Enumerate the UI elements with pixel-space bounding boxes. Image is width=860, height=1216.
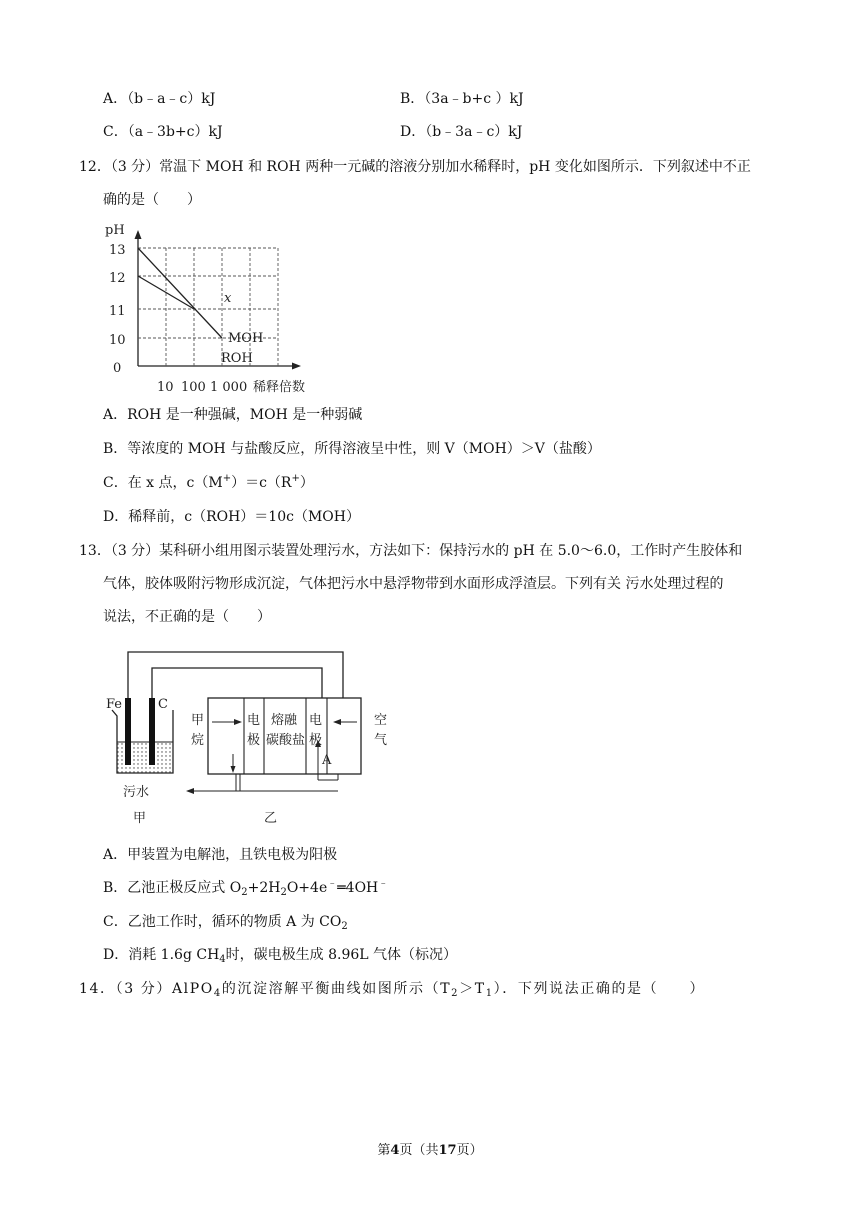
electrode-left-label-1: 电 [247, 713, 261, 728]
y-axis-label: pH [105, 223, 125, 238]
q13-option-d: D．消耗 1.6g $CH_4$时，碳电极生成 8.96L 气体（标况） [103, 947, 458, 965]
q11-option-b: B．（3a﹣b+c ）kJ [400, 91, 524, 107]
q12-option-b: B．等浓度的 MOH 与盐酸反应，所得溶液呈中性，则 V（MOH）＞V（盐酸） [103, 441, 601, 457]
q11-option-a: A．（b﹣a﹣c）kJ [103, 91, 216, 107]
x-tick-1000: 1 000 [210, 380, 248, 395]
x-axis-label: 稀释倍数 [253, 380, 306, 395]
q11-option-d: D．（b﹣3a﹣c）kJ [400, 124, 523, 140]
y-tick-0: 0 [113, 361, 122, 376]
electrode-left-label-2: 极 [247, 733, 261, 748]
page-total: 17 [438, 1143, 457, 1158]
air-label-1: 空 [374, 713, 388, 728]
y-tick-10: 10 [109, 333, 126, 348]
q12-ph-dilution-chart [95, 218, 325, 396]
series-line-moh [138, 248, 222, 338]
q12-stem-line1: 12．（3 分）常温下 MOH 和 ROH 两种一元碱的溶液分别加水稀释时，pH 变化如图所示．下列叙述中不正 [79, 159, 751, 175]
sewage-label: 污水 [123, 785, 150, 800]
x-tick-10: 10 [157, 380, 174, 395]
c-electrode [149, 698, 155, 765]
electrode-right-label-1: 电 [309, 713, 323, 728]
q13-stem-line1: 13．（3 分）某科研小组用图示装置处理污水，方法如下：保持污水的 pH 在 5.0～6.0，工作时产生胶体和 [79, 543, 743, 559]
q13-option-c: C．乙池工作时，循环的物质 A 为 $CO_2$ [103, 914, 348, 932]
page-number: 4 [390, 1143, 400, 1158]
q13-option-b: B．乙池正极反应式 $O_2+2H_2O+4e^﹣═4OH^﹣$ [103, 878, 389, 898]
methane-label-2: 烷 [191, 733, 205, 748]
wire-inner [152, 668, 322, 698]
series-label-roh: ROH [221, 351, 253, 366]
y-tick-13: 13 [109, 243, 126, 258]
q12-option-c: C．在 x 点，c（M+）＝c（R+） [103, 473, 314, 491]
grid [138, 248, 278, 366]
q13-stem-line2: 气体，胶体吸附污物形成沉淀，气体把污水中悬浮物带到水面形成浮渣层。下列有关 污水处理过程的 [103, 576, 724, 592]
c-label: C [158, 697, 168, 712]
q12-option-a: A．ROH 是一种强碱，MOH 是一种弱碱 [103, 407, 363, 423]
fe-label: Fe [106, 697, 123, 712]
molten-label-2: 碳酸盐 [266, 733, 306, 748]
molten-label-1: 熔融 [271, 713, 298, 728]
y-tick-11: 11 [109, 304, 126, 319]
series-label-moh: MOH [228, 331, 264, 346]
a-label: A [322, 753, 332, 768]
q13-option-a: A．甲装置为电解池，且铁电极为阳极 [103, 847, 338, 863]
jia-label: 甲 [133, 811, 147, 826]
y-tick-12: 12 [109, 271, 126, 286]
air-label-2: 气 [374, 733, 388, 748]
x-tick-100: 100 [181, 380, 206, 395]
q11-option-c: C．（a﹣3b+c）kJ [103, 124, 223, 140]
electrode-right-label-2: 极 [309, 733, 323, 748]
x-axis-arrow [292, 363, 301, 370]
wire-outer [128, 652, 343, 698]
fe-electrode [125, 698, 131, 765]
methane-label-1: 甲 [191, 713, 205, 728]
q14-stem: 14．（3 分）AlPO$_4$的沉淀溶解平衡曲线如图所示$(T_2>T_1)$．下列说法正确的是（ ） [79, 981, 706, 999]
page-footer: 第4页（共17页） [377, 1143, 483, 1158]
q13-stem-line3: 说法，不正确的是（ ） [103, 609, 271, 625]
q12-option-d: D．稀释前，c（ROH）＝10c（MOH） [103, 509, 360, 525]
y-axis-arrow [135, 230, 142, 239]
yi-label: 乙 [264, 811, 278, 826]
q12-stem-line2: 确的是（ ） [103, 192, 201, 208]
q13-electrolysis-diagram [100, 646, 400, 828]
point-x-label: x [224, 291, 232, 306]
